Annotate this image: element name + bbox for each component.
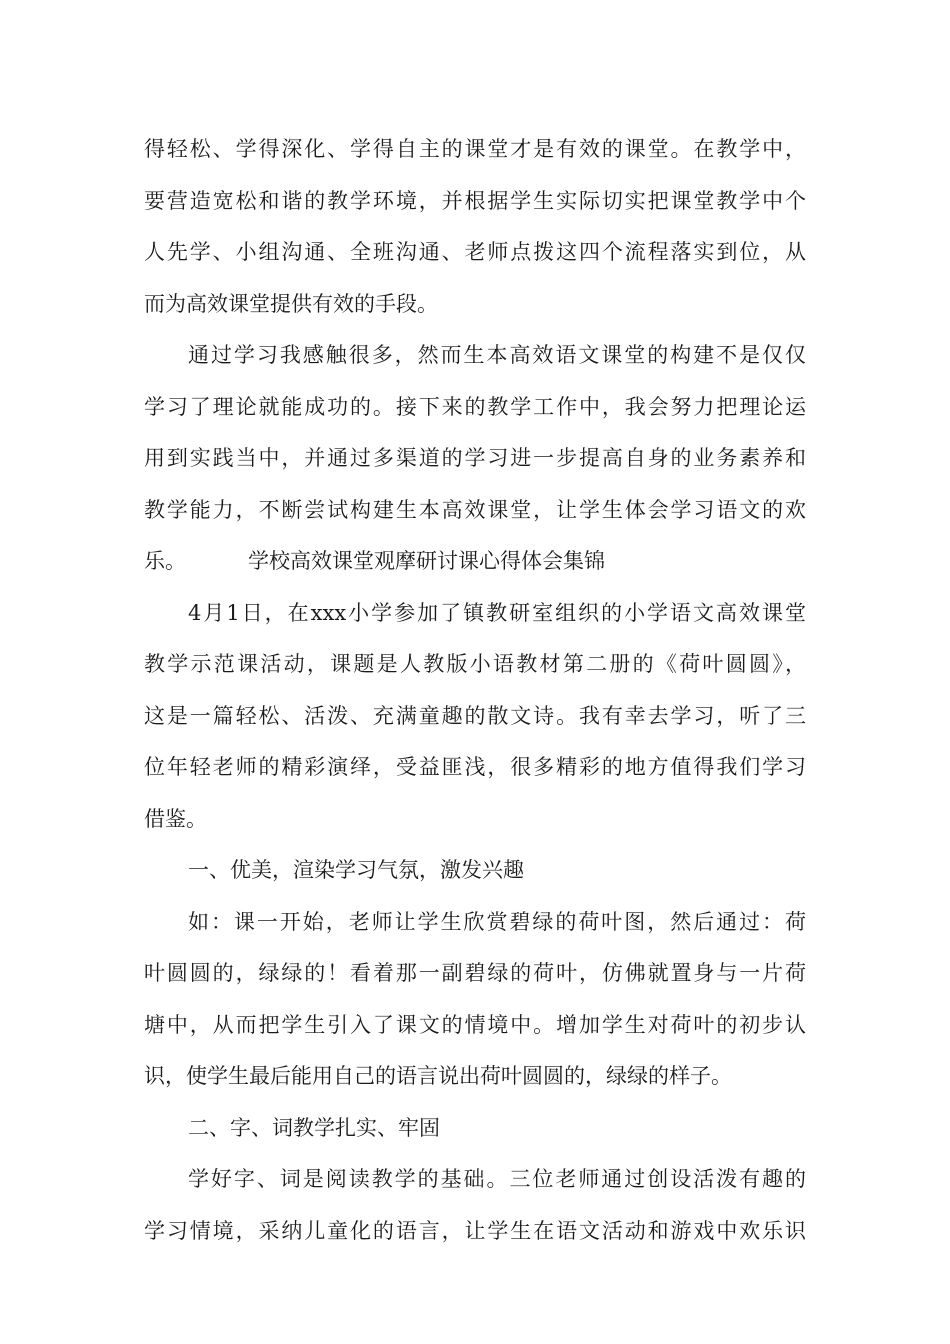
text-line: 人先学、小组沟通、全班沟通、老师点拨这四个流程落实到位，从	[144, 240, 806, 264]
paragraph	[144, 330, 806, 588]
text-line: 4月1日，在xxx小学参加了镇教研室组织的小学语文高效课堂	[188, 600, 806, 625]
text-line: 通过学习我感触很多，然而生本高效语文课堂的构建不是仅仅	[188, 343, 806, 367]
paragraph	[144, 1154, 806, 1257]
text-line: 塘中，从而把学生引入了课文的情境中。增加学生对荷叶的初步认	[144, 1012, 806, 1037]
paragraph	[144, 124, 806, 330]
section-heading	[144, 845, 806, 897]
text-line: 这是一篇轻松、活泼、充满童趣的散文诗。我有幸去学习，听了三	[144, 703, 806, 728]
text-line	[144, 536, 806, 588]
text-line: 要营造宽松和谐的教学环境，并根据学生实际切实把课堂教学中个	[144, 188, 806, 213]
text-line: 叶圆圆的，绿绿的！看着那一副碧绿的荷叶，仿佛就置身与一片荷	[144, 961, 806, 985]
document-body	[144, 124, 806, 1257]
text-line: 位年轻老师的精彩演绎，受益匪浅，很多精彩的地方值得我们学习	[144, 755, 806, 779]
paragraph	[144, 897, 806, 1103]
text-line: 学习情境，采纳儿童化的语言，让学生在语文活动和游戏中欢乐识	[144, 1218, 806, 1243]
paragraph	[144, 588, 806, 846]
section-heading	[144, 1103, 806, 1155]
text-line: 教学示范课活动，课题是人教版小语教材第二册的《荷叶圆圆》，	[144, 652, 806, 676]
text-line: 如：课一开始，老师让学生欣赏碧绿的荷叶图，然后通过：荷	[188, 909, 806, 934]
text-line: 得轻松、学得深化、学得自主的课堂才是有效的课堂。在教学中，	[144, 137, 806, 161]
heading-text: 一、优美，渲染学习气氛，激发兴趣	[188, 858, 524, 882]
text-line: 识，使学生最后能用自己的语言说出荷叶圆圆的，绿绿的样子。	[144, 1064, 732, 1088]
text-line: 借鉴。	[144, 806, 207, 831]
heading-text: 二、字、词教学扎实、牢固	[188, 1115, 440, 1140]
text-line: 而为高效课堂提供有效的手段。	[144, 291, 438, 316]
text-line: 教学能力，不断尝试构建生本高效课堂，让学生体会学习语文的欢	[144, 497, 806, 522]
text-line: 用到实践当中，并通过多渠道的学习进一步提高自身的业务素养和	[144, 446, 806, 470]
text-line: 学好字、词是阅读教学的基础。三位老师通过创设活泼有趣的	[188, 1167, 806, 1191]
section-title: 学校高效课堂观摩研讨课心得体会集锦	[248, 549, 605, 573]
paragraph-end-text: 乐。	[144, 549, 186, 573]
text-line: 学习了理论就能成功的。接下来的教学工作中，我会努力把理论运	[144, 394, 806, 419]
